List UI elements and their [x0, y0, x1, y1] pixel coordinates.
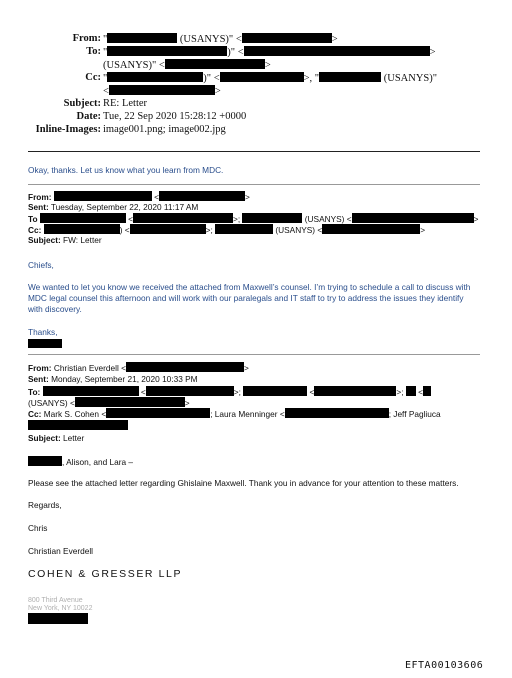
fwd-body-line-3: with discovery. — [28, 304, 82, 314]
header-divider — [28, 151, 480, 152]
redaction — [165, 59, 265, 69]
orig-to-row-2: (USANYS) < > — [28, 398, 190, 408]
header-to-row-2: (USANYS)" < > — [103, 60, 271, 71]
redaction — [28, 613, 88, 624]
fwd-body-line-2: MDC legal counsel this afternoon and will work with our paralegals and IT staff to try to address the issues they identify — [28, 293, 464, 303]
orig-signature-name: Christian Everdell — [28, 546, 94, 556]
orig-salutation-row: , Alison, and Lara – — [28, 456, 133, 467]
fwd-subject-row: Subject: FW: Letter — [28, 235, 102, 245]
redaction — [133, 213, 233, 223]
fwd-sent-row: Sent: Tuesday, September 22, 2020 11:17 AM — [28, 202, 199, 212]
orig-cc-row: Cc: Mark S. Cohen < ; Laura Menninger < ; Jeff Pagliuca — [28, 409, 441, 419]
bates-number: EFTA00103606 — [405, 660, 484, 671]
redaction — [107, 33, 177, 43]
inline-images-label: Inline-Images: — [35, 124, 101, 135]
redaction — [423, 386, 431, 396]
orig-regards: Regards, — [28, 500, 62, 510]
redaction — [406, 386, 416, 396]
reply-divider — [28, 184, 480, 185]
redaction — [220, 72, 304, 82]
date-label: Date: — [76, 111, 101, 122]
from-label: From: — [72, 33, 101, 44]
redaction — [28, 456, 62, 466]
cc-label: Cc: — [85, 72, 101, 83]
redaction — [107, 72, 203, 82]
redaction — [215, 224, 273, 234]
orig-body-text: Please see the attached letter regarding Ghislaine Maxwell. Thank you in advance for your attention to these matters. — [28, 478, 459, 488]
fwd-from-row: From: < > — [28, 192, 250, 202]
redaction — [146, 386, 234, 396]
forward-divider — [28, 354, 480, 355]
fwd-to-row: To < >; (USANYS) < > — [28, 214, 479, 224]
redaction — [243, 386, 307, 396]
header-cc-row-2: < > — [103, 86, 221, 97]
redaction — [352, 213, 474, 223]
redaction — [40, 213, 126, 223]
redaction — [107, 46, 227, 56]
redaction — [322, 224, 420, 234]
redaction — [242, 213, 302, 223]
redaction — [242, 33, 332, 43]
redaction — [319, 72, 381, 82]
subject-label: Subject: — [63, 98, 101, 109]
fwd-thanks: Thanks, — [28, 327, 58, 337]
fwd-cc-row: Cc: ) < >; (USANYS) < > — [28, 225, 426, 235]
redaction — [130, 224, 206, 234]
firm-address-line-2: New York, NY 10022 — [28, 605, 93, 612]
to-label: To: — [86, 46, 101, 57]
subject-value: RE: Letter — [103, 98, 148, 109]
orig-signature-short: Chris — [28, 523, 48, 533]
date-value: Tue, 22 Sep 2020 15:28:12 +0000 — [103, 111, 247, 122]
redaction — [75, 397, 185, 407]
inline-images-value: image001.png; image002.jpg — [103, 124, 226, 135]
redaction — [285, 408, 389, 418]
redaction — [44, 224, 120, 234]
redaction — [244, 46, 430, 56]
orig-subject-row: Subject: Letter — [28, 433, 85, 443]
orig-sent-row: Sent: Monday, September 21, 2020 10:33 PM — [28, 374, 198, 384]
fwd-greeting: Chiefs, — [28, 260, 54, 270]
redaction — [159, 191, 245, 201]
orig-to-row: To: < >; < >; < — [28, 386, 431, 397]
redaction — [28, 339, 62, 348]
redaction — [43, 386, 139, 396]
redaction — [54, 191, 152, 201]
redaction — [28, 420, 128, 430]
redaction — [126, 362, 244, 372]
reply-text: Okay, thanks. Let us know what you learn from MDC. — [28, 165, 224, 175]
redaction — [106, 408, 210, 418]
redaction — [109, 85, 215, 95]
firm-logo: COHEN & GRESSER LLP — [28, 568, 183, 580]
orig-from-row: From: Christian Everdell < > — [28, 363, 249, 373]
fwd-body-line-1: We wanted to let you know we received the attached from Maxwell’s counsel. I’m trying to schedule a call to discuss with — [28, 282, 471, 292]
firm-address-line-1: 800 Third Avenue — [28, 597, 83, 604]
email-header: From: " (USANYS)" < > To: " )" < > (USANYS)" < > Cc: " )" < >, " (USANYS)" < > Subject: RE: Letter Date: Tue, 22 Sep 2020 15:28:12 +0000 Inline-Images: image001.png; image002.jpg — [0, 33, 512, 143]
redaction — [314, 386, 396, 396]
